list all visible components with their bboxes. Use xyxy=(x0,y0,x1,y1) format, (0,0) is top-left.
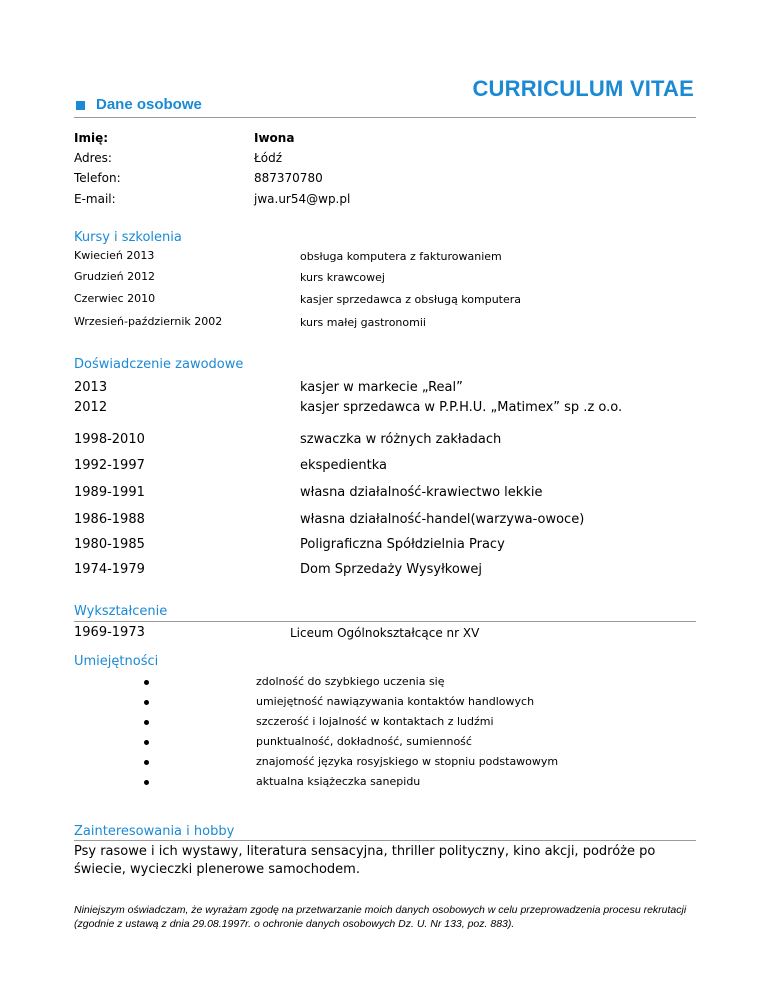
bullet-icon xyxy=(144,740,149,745)
course-text: kasjer sprzedawca z obsługą komputera xyxy=(300,293,522,306)
course-date: Grudzień 2012 xyxy=(74,270,156,283)
experience-date: 2013 xyxy=(74,380,108,395)
section-heading-courses: Kursy i szkolenia xyxy=(74,230,182,245)
bullet-icon xyxy=(144,680,149,685)
value-email: jwa.ur54@wp.pl xyxy=(254,192,351,206)
bullet-icon xyxy=(144,700,149,705)
experience-text: Dom Sprzedaży Wysyłkowej xyxy=(300,562,483,577)
experience-text: kasjer sprzedawca w P.P.H.U. „Matimex” sp .z o.o. xyxy=(300,400,623,415)
value-first-name: Iwona xyxy=(254,131,295,145)
course-date: Wrzesień-październik 2002 xyxy=(74,315,223,328)
course-text: obsługa komputera z fakturowaniem xyxy=(300,250,502,263)
education-text: Liceum Ogólnokształcące nr XV xyxy=(290,626,480,640)
experience-text: własna działalność-handel(warzywa-owoce) xyxy=(300,512,585,527)
course-date: Czerwiec 2010 xyxy=(74,292,156,305)
experience-date: 1998-2010 xyxy=(74,432,145,447)
bullet-icon xyxy=(144,780,149,785)
section-heading-skills: Umiejętności xyxy=(74,654,159,669)
section-heading-hobbies: Zainteresowania i hobby xyxy=(74,824,235,839)
value-address: Łódź xyxy=(254,151,283,165)
experience-date: 1992-1997 xyxy=(74,458,145,473)
square-bullet-icon xyxy=(76,101,85,110)
experience-date: 1986-1988 xyxy=(74,512,145,527)
skill-item: aktualna książeczka sanepidu xyxy=(256,775,421,788)
section-heading-personal: Dane osobowe xyxy=(96,96,202,113)
experience-text: szwaczka w różnych zakładach xyxy=(300,432,502,447)
education-date: 1969-1973 xyxy=(74,625,145,640)
hobbies-text: Psy rasowe i ich wystawy, literatura sensacyjna, thriller polityczny, kino akcji, podróże po świecie, wycieczki plenerowe samochodem. xyxy=(74,844,656,877)
skill-item: zdolność do szybkiego uczenia się xyxy=(256,675,445,688)
experience-text: ekspedientka xyxy=(300,458,388,473)
experience-date: 1974-1979 xyxy=(74,562,145,577)
bullet-icon xyxy=(144,720,149,725)
experience-date: 1989-1991 xyxy=(74,485,145,500)
section-divider xyxy=(74,117,696,118)
skill-item: szczerość i lojalność w kontaktach z ludźmi xyxy=(256,715,494,728)
experience-text: Poligraficzna Spółdzielnia Pracy xyxy=(300,537,505,552)
skill-item: znajomość języka rosyjskiego w stopniu podstawowym xyxy=(256,755,559,768)
section-divider xyxy=(74,621,696,622)
data-processing-consent: Niniejszym oświadczam, że wyrażam zgodę na przetwarzanie moich danych osobowych w celu przeprowadzenia procesu rekrutacji (zgodnie z ustawą z dnia 29.08.1997r. o ochronie danych osobowych Dz. U. Nr 133, poz. 883). xyxy=(74,904,687,930)
bullet-icon xyxy=(144,760,149,765)
experience-text: kasjer w markecie „Real” xyxy=(300,380,463,395)
label-phone: Telefon: xyxy=(74,171,121,185)
course-text: kurs krawcowej xyxy=(300,271,385,284)
experience-text: własna działalność-krawiectwo lekkie xyxy=(300,485,543,500)
label-address: Adres: xyxy=(74,151,112,165)
section-heading-experience: Doświadczenie zawodowe xyxy=(74,357,244,372)
course-text: kurs małej gastronomii xyxy=(300,316,426,329)
experience-date: 1980-1985 xyxy=(74,537,145,552)
skill-item: punktualność, dokładność, sumienność xyxy=(256,735,472,748)
label-email: E-mail: xyxy=(74,192,116,206)
course-date: Kwiecień 2013 xyxy=(74,249,155,262)
section-heading-education: Wykształcenie xyxy=(74,604,168,619)
label-first-name: Imię: xyxy=(74,131,109,145)
page-title: CURRICULUM VITAE xyxy=(472,76,694,101)
section-divider xyxy=(74,840,696,841)
skill-item: umiejętność nawiązywania kontaktów handlowych xyxy=(256,695,535,708)
experience-date: 2012 xyxy=(74,400,108,415)
value-phone: 887370780 xyxy=(254,171,323,185)
